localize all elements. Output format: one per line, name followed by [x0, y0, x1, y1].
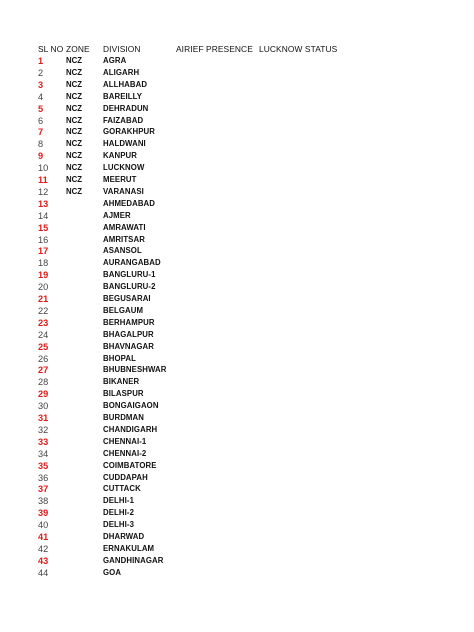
zone-cell: NCZ — [66, 79, 83, 89]
division-cell: ERNAKULAM — [103, 543, 155, 553]
table-row — [0, 364, 474, 376]
table-row — [0, 531, 474, 543]
zone-cell: NCZ — [66, 91, 83, 101]
sl-no-cell: 6 — [38, 115, 44, 126]
division-cell: AJMER — [103, 210, 131, 220]
table-row — [0, 567, 474, 579]
table-row — [0, 234, 474, 246]
table-row — [0, 329, 474, 341]
sl-no-cell: 2 — [38, 67, 44, 78]
division-cell: BEGUSARAI — [103, 294, 151, 303]
sl-no-cell: 41 — [38, 532, 49, 542]
division-cell: BANGLURU-2 — [103, 282, 156, 292]
table-row — [0, 460, 474, 472]
table-row — [0, 162, 474, 174]
table-row — [0, 210, 474, 222]
table-row — [0, 103, 474, 115]
sl-no-cell: 40 — [38, 520, 49, 531]
division-cell: GOA — [103, 567, 122, 577]
sl-no-cell: 3 — [38, 79, 44, 90]
zone-cell: NCZ — [66, 151, 83, 161]
sl-no-cell: 34 — [38, 448, 49, 459]
sl-no-cell: 7 — [38, 127, 44, 138]
sl-no-cell: 38 — [38, 496, 49, 507]
sl-no-cell: 9 — [38, 151, 44, 162]
table-row — [0, 424, 474, 436]
division-cell: AHMEDABAD — [103, 198, 156, 208]
table-row — [0, 543, 474, 555]
division-cell: BHUBNESHWAR — [103, 365, 167, 375]
division-cell: BHAVNAGAR — [103, 341, 155, 351]
division-cell: BHOPAL — [103, 353, 136, 363]
table-row — [0, 483, 474, 495]
division-cell: BURDMAN — [103, 413, 144, 422]
zone-cell: NCZ — [66, 115, 83, 125]
sl-no-cell: 39 — [38, 508, 49, 519]
division-cell: CHENNAI-1 — [103, 436, 147, 446]
table-row — [0, 198, 474, 210]
division-cell: AGRA — [103, 56, 127, 65]
division-cell: DHARWAD — [103, 532, 145, 541]
division-cell: GANDHINAGAR — [103, 555, 164, 565]
division-cell: VARANASI — [103, 186, 144, 196]
sl-no-cell: 8 — [38, 139, 44, 150]
division-cell: ALLHABAD — [103, 79, 148, 89]
division-cell: ALIGARH — [103, 67, 140, 77]
sl-no-cell: 26 — [38, 353, 49, 364]
table-row — [0, 174, 474, 186]
sl-no-cell: 32 — [38, 424, 49, 435]
table-row — [0, 495, 474, 507]
zone-cell: NCZ — [66, 56, 83, 65]
table-row — [0, 400, 474, 412]
division-cell: GORAKHPUR — [103, 127, 156, 137]
table-row — [0, 245, 474, 257]
table-row — [0, 353, 474, 365]
table-row — [0, 186, 474, 198]
sl-no-cell: 11 — [38, 175, 48, 185]
division-cell: BAREILLY — [103, 91, 143, 101]
table-row — [0, 507, 474, 519]
division-cell: BILASPUR — [103, 389, 144, 399]
sl-no-cell: 27 — [38, 365, 49, 376]
sl-no-cell: 23 — [38, 317, 49, 328]
division-cell: CUTTACK — [103, 484, 141, 494]
sl-no-cell: 36 — [38, 472, 49, 483]
table-row — [0, 91, 474, 103]
table-row — [0, 519, 474, 531]
division-cell: HALDWANI — [103, 139, 146, 149]
division-cell: DELHI-3 — [103, 520, 135, 530]
table-row — [0, 281, 474, 293]
table-row — [0, 305, 474, 317]
sl-no-cell: 20 — [38, 282, 49, 293]
table-row — [0, 376, 474, 388]
sl-no-cell: 30 — [38, 401, 49, 412]
division-cell: LUCKNOW — [103, 163, 145, 173]
sl-no-cell: 10 — [38, 163, 49, 174]
zone-cell: NCZ — [66, 163, 83, 173]
sl-no-cell: 35 — [38, 460, 49, 471]
sl-no-cell: 25 — [38, 341, 49, 352]
sl-no-cell: 17 — [38, 246, 49, 257]
sl-no-cell: 22 — [38, 305, 49, 316]
sl-no-cell: 18 — [38, 258, 49, 269]
sl-no-cell: 44 — [38, 567, 49, 578]
division-cell: CHENNAI-2 — [103, 448, 147, 458]
division-cell: AMRAWATI — [103, 222, 146, 232]
sl-no-cell: 12 — [38, 186, 49, 197]
division-cell: FAIZABAD — [103, 115, 144, 125]
table-row — [0, 436, 474, 448]
table-row — [0, 472, 474, 484]
sl-no-cell: 37 — [38, 484, 49, 495]
sl-no-cell: 24 — [38, 329, 49, 340]
division-cell: ASANSOL — [103, 246, 142, 256]
zone-cell: NCZ — [66, 127, 83, 137]
table-row — [0, 222, 474, 234]
sl-no-cell: 29 — [38, 389, 49, 400]
table-row — [0, 317, 474, 329]
zone-cell: NCZ — [66, 175, 83, 184]
table-row — [0, 138, 474, 150]
table-row — [0, 269, 474, 281]
table-row — [0, 150, 474, 162]
division-cell: KANPUR — [103, 151, 137, 161]
header-lucknow-status: LUCKNOW STATUS — [259, 44, 338, 54]
table-row — [0, 555, 474, 567]
table-row — [0, 67, 474, 79]
division-cell: DEHRADUN — [103, 103, 149, 113]
table-row — [0, 55, 474, 67]
sl-no-cell: 5 — [38, 103, 44, 114]
sl-no-cell: 15 — [38, 222, 49, 233]
division-cell: CHANDIGARH — [103, 424, 158, 434]
table-header-row — [0, 43, 474, 55]
sl-no-cell: 28 — [38, 377, 49, 388]
header-sl-no: SL NO — [38, 44, 64, 54]
division-cell: COIMBATORE — [103, 460, 157, 470]
sl-no-cell: 16 — [38, 234, 49, 245]
sl-no-cell: 42 — [38, 543, 49, 554]
sl-no-cell: 13 — [38, 198, 49, 209]
table-row — [0, 293, 474, 305]
division-cell: MEERUT — [103, 175, 137, 184]
header-zone: ZONE — [66, 44, 90, 54]
division-cell: DELHI-1 — [103, 496, 135, 506]
sl-no-cell: 43 — [38, 555, 49, 566]
table-row — [0, 412, 474, 424]
division-cell: BELGAUM — [103, 305, 144, 315]
table-row — [0, 341, 474, 353]
division-cell: BIKANER — [103, 377, 140, 387]
table-row — [0, 257, 474, 269]
header-division: DIVISION — [103, 44, 141, 54]
table-row — [0, 115, 474, 127]
division-cell: AURANGABAD — [103, 258, 161, 268]
sl-no-cell: 14 — [38, 210, 49, 221]
sl-no-cell: 33 — [38, 436, 49, 447]
division-cell: DELHI-2 — [103, 508, 135, 518]
table-row — [0, 79, 474, 91]
division-cell: CUDDAPAH — [103, 472, 148, 482]
zone-cell: NCZ — [66, 103, 83, 113]
division-cell: BHAGALPUR — [103, 329, 154, 339]
division-cell: BONGAIGAON — [103, 401, 159, 411]
zone-cell: NCZ — [66, 186, 83, 196]
header-airief-presence: AIRIEF PRESENCE — [176, 44, 253, 54]
division-cell: BANGLURU-1 — [103, 270, 156, 280]
sl-no-cell: 21 — [38, 294, 49, 304]
zone-cell: NCZ — [66, 139, 83, 149]
sl-no-cell: 19 — [38, 270, 49, 281]
table-row — [0, 388, 474, 400]
division-cell: AMRITSAR — [103, 234, 145, 244]
zone-cell: NCZ — [66, 67, 83, 77]
sl-no-cell: 1 — [38, 56, 44, 66]
division-cell: BERHAMPUR — [103, 317, 155, 327]
table-row — [0, 126, 474, 138]
sl-no-cell: 4 — [38, 91, 44, 102]
table-row — [0, 448, 474, 460]
sl-no-cell: 31 — [38, 413, 49, 423]
